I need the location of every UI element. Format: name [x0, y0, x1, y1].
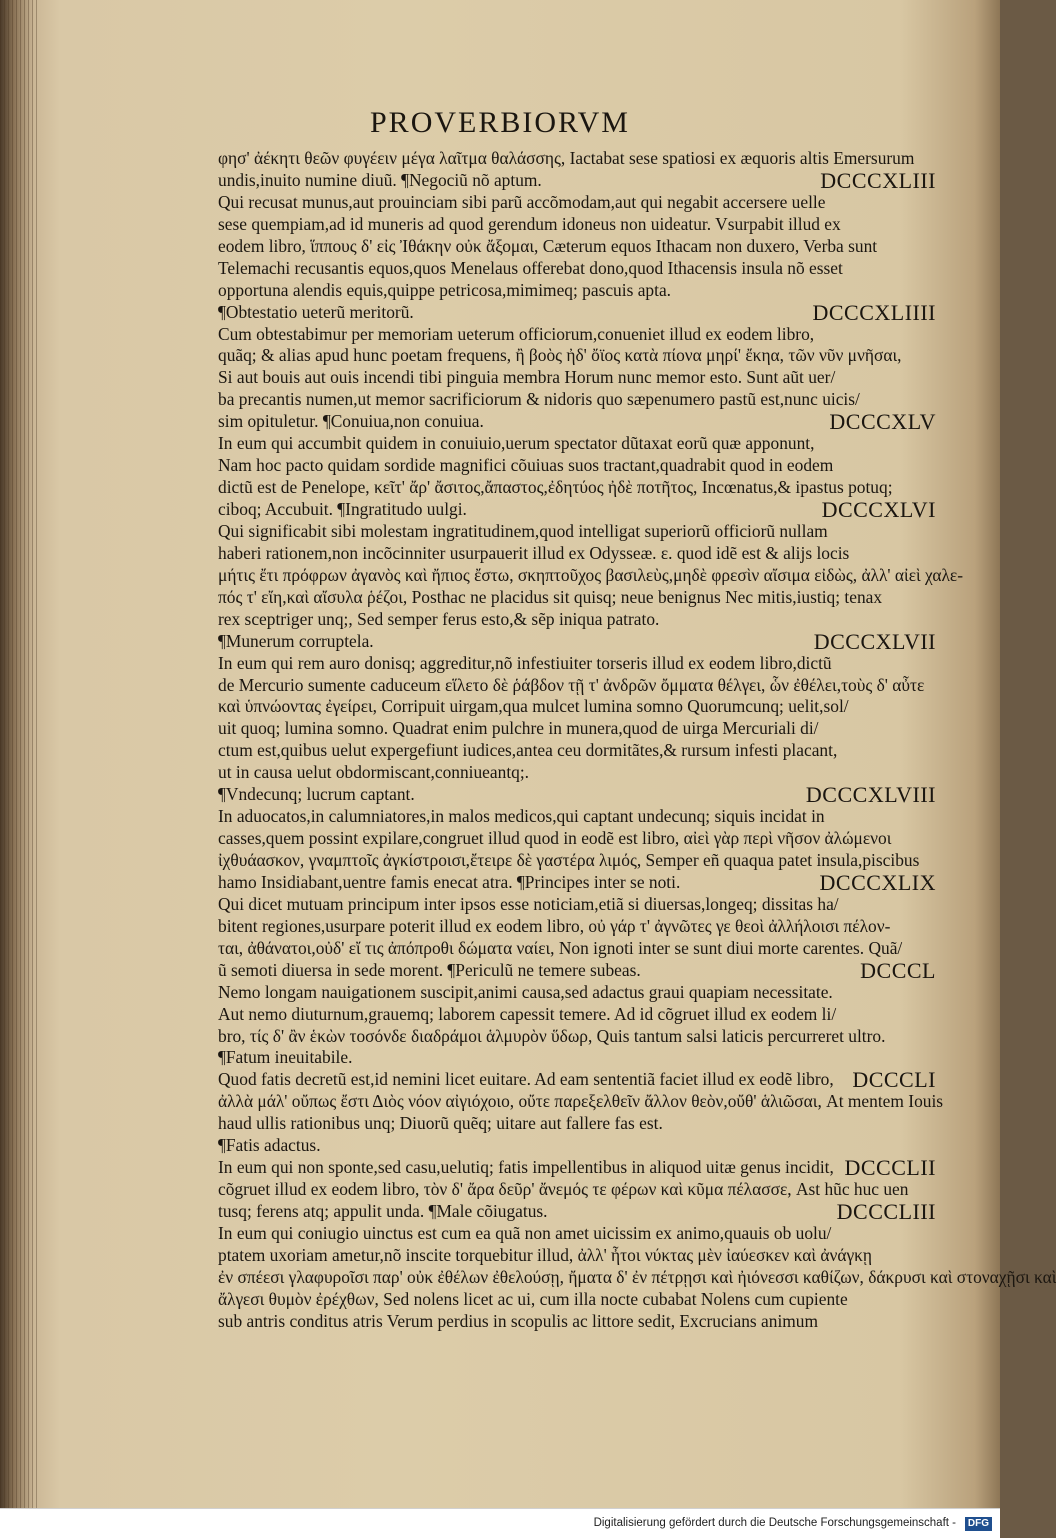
line-text: rex sceptriger unq;, Sed semper ferus esto,& sẽp iniqua patrato. — [218, 608, 660, 629]
line-text: opportuna alendis equis,quippe petricosa,mimimeq; pascuis apta. — [218, 279, 672, 300]
text-line — [218, 521, 936, 543]
line-text: hamo Insidiabant,uentre famis enecat atra. ¶Principes inter se noti. — [218, 871, 681, 892]
text-line — [218, 828, 936, 850]
line-text: καὶ ὑπνώοντας ἐγείρει, Corripuit uirgam,qua mulcet lumina somno Quorumcunq; uelit,sol/ — [218, 696, 849, 717]
text-block — [218, 148, 1056, 1333]
text-line — [218, 675, 936, 697]
line-text: ptatem uxoriam ametur,nõ inscite torquebitur illud, ἀλλ' ἦτοι νύκτας μὲν ἰαύεσκεν καὶ ἀνάγκῃ — [218, 1244, 872, 1265]
text-line — [218, 1091, 944, 1113]
text-line — [218, 784, 936, 806]
text-line — [218, 1289, 936, 1311]
line-text: Cum obtestabimur per memoriam ueterum officiorum,conueniet illud ex eodem libro, — [218, 323, 815, 344]
text-line — [218, 587, 936, 609]
text-line — [218, 1004, 936, 1026]
line-text: sese quempiam,ad id muneris ad quod gerendum idoneus non uideatur. Vsurpabit illud ex — [218, 213, 841, 234]
text-line — [218, 982, 936, 1004]
line-text: ἀλλὰ μάλ' οὔπως ἔστι Διὸς νόον αἰγιόχοιο, οὔτε παρεξελθεῖν ἄλλον θεὸν,οὔθ' ἁλιῶσαι, At mentem Iouis — [218, 1091, 944, 1112]
proverb-number: DCCCLIII — [836, 1199, 936, 1224]
text-line — [218, 236, 936, 258]
text-line — [218, 938, 936, 960]
text-line — [218, 740, 936, 762]
line-text: sim opituletur. ¶Conuiua,non conuiua. — [218, 411, 484, 432]
text-line — [218, 389, 936, 411]
text-line — [218, 411, 936, 433]
text-line — [218, 499, 936, 521]
text-line — [218, 280, 936, 302]
line-text: ¶Fatum ineuitabile. — [218, 1047, 353, 1068]
dfg-logo: DFG — [965, 1517, 992, 1531]
line-text: In aduocatos,in calumniatores,in malos medicos,qui captant undecunq; siquis incidat in — [218, 806, 825, 827]
line-text: ũ semoti diuersa in sede morent. ¶Periculũ ne temere subeas. — [218, 959, 641, 980]
text-line — [218, 628, 936, 654]
text-line — [218, 869, 936, 895]
proverb-number: DCCCL — [860, 957, 936, 983]
line-text: sub antris conditus atris Verum perdius in scopulis ac littore sedit, Excrucians animum — [218, 1310, 819, 1331]
line-text: ἄλγεσι θυμὸν ἐρέχθων, Sed nolens licet ac ui, cum illa nocte cubabat Nolens cum cupiente — [218, 1288, 848, 1309]
proverb-number: DCCCXLVIII — [805, 782, 936, 808]
line-text: ¶Vndecunq; lucrum captant. — [218, 784, 415, 805]
line-text: undis,inuito numine diuũ. ¶Negociũ nõ aptum. — [218, 169, 542, 190]
line-text: Nam hoc pacto quidam sordide magnifici cõuiuas suos tractant,quadrabit quod in eodem — [218, 455, 834, 476]
line-text: de Mercurio sumente caduceum εἵλετο δὲ ῥάβδον τῇ τ' ἀνδρῶν ὄμματα θέλγει, ὧν ἐθέλει,τοὺς δ' αὖτε — [218, 674, 925, 695]
text-line — [218, 564, 963, 587]
line-text: Qui recusat munus,aut prouinciam sibi parũ accõmodam,aut qui negabit accersere uelle — [218, 191, 826, 212]
line-text: ¶Obtestatio ueterũ meritorũ. — [218, 301, 414, 322]
text-line — [218, 957, 936, 983]
text-line — [218, 1201, 936, 1223]
line-text: ¶Fatis adactus. — [218, 1135, 321, 1156]
proverb-number: DCCCXLVII — [813, 628, 936, 654]
line-text: cõgruet illud ex eodem libro, τὸν δ' ἄρα δεῦρ' ἄνεμός τε φέρων καὶ κῦμα πέλασσε, Ast hũc huc uen — [218, 1179, 909, 1200]
line-text: bitent regiones,usurpare poterit illud ex eodem libro, οὐ γάρ τ' ἀγνῶτες γε θεοὶ ἀλλήλοισι πέλον- — [218, 915, 891, 936]
text-line — [218, 1311, 936, 1333]
proverb-number: DCCCXLVI — [821, 497, 936, 522]
text-line — [218, 850, 936, 872]
line-text: Qui significabit sibi molestam ingratitudinem,quod intelligat superiorũ officiorũ nullam — [218, 520, 828, 541]
text-line — [218, 1113, 936, 1135]
funding-notice: Digitalisierung gefördert durch die Deutsche Forschungsgemeinschaft - — [593, 1517, 956, 1529]
footer-bar — [0, 1508, 1000, 1538]
line-text: ¶Munerum corruptela. — [218, 630, 374, 651]
running-head: PROVERBIORVM — [370, 106, 630, 139]
line-text: Quod fatis decretũ est,id nemini licet euitare. Ad eam sententiã faciet illud ex eodẽ libro, — [218, 1069, 834, 1090]
line-text: dictũ est de Penelope, κεῖτ' ἄρ' ἄσιτος,ἄπαστος,ἐδητύος ἠδὲ ποτῆτος, Incœnatus,& ipastus potuq; — [218, 477, 893, 498]
text-line — [218, 455, 936, 477]
line-text: ciboq; Accubuit. ¶Ingratitudo uulgi. — [218, 499, 467, 519]
text-line — [218, 1026, 936, 1048]
line-text: In eum qui rem auro donisq; aggreditur,nõ infestiuiter torseris illud ex eodem libro,dictũ — [218, 652, 832, 673]
line-text: uit quoq; lumina somno. Quadrat enim pulchre in munera,quod de uirga Mercuriali di/ — [218, 718, 819, 739]
line-text: quãq; & alias apud hunc poetam frequens, ἢ βοὸς ἠδ' ὄϊος κατὰ πίονα μηρί' ἔκηα, τῶν νῦν μνῆσαι, — [218, 345, 902, 366]
proverb-number: DCCCXLIII — [820, 167, 936, 193]
text-line — [218, 299, 936, 325]
line-text: In eum qui coniugio uinctus est cum ea quã non amet uicissim ex animo,quauis ob uolu/ — [218, 1222, 832, 1243]
line-text: ἰχθυάασκον, γναμπτοῖς ἀγκίστροισι,ἔτειρε δὲ γαστέρα λιμός, Semper eñ quaqua patet insula,piscibus — [218, 850, 920, 870]
text-line — [218, 345, 936, 367]
text-line — [218, 609, 936, 631]
line-text: haberi rationem,non incõcinniter usurpauerit illud ex Odysseæ. ε. quod idẽ est & alijs locis — [218, 542, 850, 563]
line-text: Si aut bouis aut ouis incendi tibi pinguia membra Horum nunc memor esto. Sunt aũt uer/ — [218, 367, 836, 388]
line-text: Telemachi recusantis equos,quos Menelaus offerebat dono,quod Ithacensis insula nõ esset — [218, 257, 843, 278]
line-text: μήτις ἔτι πρόφρων ἀγανὸς καὶ ἤπιος ἔστω, σκηπτοῦχος βασιλεὺς,μηδὲ φρεσὶν αἴσιμα εἰδὼς, ἀλλ' αἰεὶ χαλε- — [218, 564, 963, 585]
text-line — [218, 167, 936, 193]
line-text: In eum qui accumbit quidem in conuiuio,uerum spectator dũtaxat eorũ quæ apponunt, — [218, 433, 815, 454]
text-line — [218, 433, 936, 455]
text-line — [218, 367, 936, 389]
line-text: ἐν σπέεσι γλαφυροῖσι παρ' οὐκ ἐθέλων ἐθελούσῃ, ἤματα δ' ἐν πέτρῃσι καὶ ἠιόνεσσι καθίζων, δάκρυσι καὶ στοναχῇσι καὶ — [218, 1266, 1056, 1287]
line-text: tusq; ferens atq; appulit unda. ¶Male cõiugatus. — [218, 1201, 548, 1221]
text-line — [218, 1223, 936, 1245]
text-line — [218, 1179, 936, 1201]
line-text: bro, τίς δ' ἂν ἑκὼν τοσόνδε διαδράμοι ἁλμυρὸν ὕδωρ, Quis tantum salsi laticis percurreret ultro. — [218, 1025, 886, 1046]
line-text: eodem libro, ἵππους δ' εἰς Ἰθάκην οὐκ ἄξομαι, Cæterum equos Ithacam non duxero, Verba sunt — [218, 235, 878, 256]
line-text: Qui dicet mutuam principum inter ipsos esse noticiam,etiã si diuersas,longeq; dissitas ha/ — [218, 893, 839, 914]
line-text: Aut nemo diuturnum,grauemq; laborem capessit temere. Ad id cõgruet illud ex eodem li/ — [218, 1003, 837, 1024]
line-text: haud ullis rationibus unq; Diuorũ quẽq; uitare aut fallere fas est. — [218, 1113, 663, 1134]
text-line — [218, 1266, 1056, 1289]
text-line — [218, 1245, 936, 1267]
line-text: ctum est,quibus uelut expergefiunt iudices,antea ceu dormitãtes,& rursum infesti placant, — [218, 740, 838, 761]
book-page-edges — [0, 0, 40, 1508]
text-line — [218, 192, 936, 214]
text-line — [218, 214, 936, 236]
text-line — [218, 324, 936, 346]
text-line — [218, 543, 936, 565]
text-line — [218, 1047, 936, 1069]
line-text: ba precantis numen,ut memor sacrificiorum & nidoris quo sæpenumero pastũ est,nunc uicis/ — [218, 389, 860, 410]
text-line — [218, 762, 936, 784]
text-line — [218, 1157, 936, 1179]
line-text: φησ' ἀέκητι θεῶν φυγέειν μέγα λαῖτμα θαλάσσης, Iactabat sese spatiosi ex æquoris altis Emersurum — [218, 148, 915, 168]
line-text: πός τ' εἴη,καὶ αἴσυλα ῥέζοι, Posthac ne placidus sit quisq; neue benignus Nec mitis,iustiq; tenax — [218, 586, 883, 607]
text-line — [218, 718, 936, 740]
line-text: Nemo longam nauigationem suscipit,animi causa,sed adactus graui quapiam necessitate. — [218, 981, 833, 1002]
text-line — [218, 258, 936, 280]
line-text: ται, ἀθάνατοι,οὐδ' εἴ τις ἀπόπροθι δώματα ναίει, Non ignoti inter se sunt diui morte carentes. Quã/ — [218, 937, 903, 958]
text-line — [218, 653, 936, 675]
proverb-number: DCCCLII — [844, 1155, 936, 1181]
text-line — [218, 1135, 936, 1157]
text-line — [218, 477, 936, 499]
text-line — [218, 894, 936, 916]
text-line — [218, 696, 936, 718]
text-line — [218, 806, 936, 828]
proverb-number: DCCCXLV — [829, 409, 936, 435]
text-line — [218, 916, 936, 938]
text-line — [218, 1069, 936, 1091]
text-line — [218, 148, 936, 170]
proverb-number: DCCCXLIIII — [812, 299, 936, 325]
proverb-number: DCCCXLIX — [819, 869, 936, 895]
proverb-number: DCCCLI — [852, 1067, 936, 1093]
line-text: In eum qui non sponte,sed casu,uelutiq; fatis impellentibus in aliquod uitæ genus incidit, — [218, 1157, 834, 1178]
line-text: casses,quem possint expilare,congruet illud quod in eodẽ est libro, αἰεὶ γὰρ περὶ νῆσον ἀλώμενοι — [218, 828, 892, 849]
line-text: ut in causa uelut obdormiscant,conniueantq;. — [218, 762, 530, 783]
